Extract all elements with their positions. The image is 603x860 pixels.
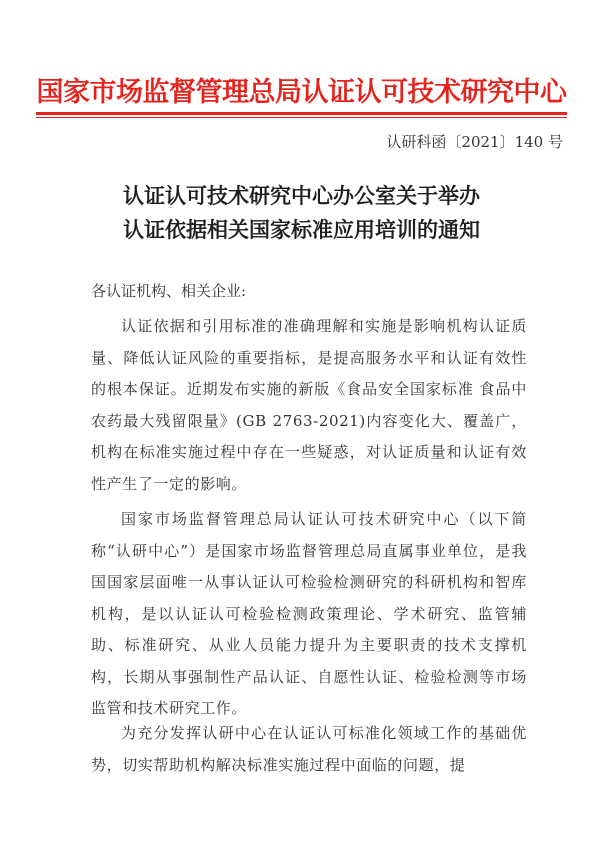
organization-header-title: 国家市场监督管理总局认证认可技术研究中心 <box>36 77 567 108</box>
document-title-line-1: 认证认可技术研究中心办公室关于举办 <box>123 183 480 208</box>
body-paragraph-3: 为充分发挥认研中心在认证认可标准化领域工作的基础优势，切实帮助机构解决标准实施过程中面临的问题，提 <box>91 724 527 774</box>
salutation: 各认证机构、相关企业: <box>91 282 247 300</box>
document-title-line-2: 认证依据相关国家标准应用培训的通知 <box>123 217 480 242</box>
header-red-rule-thick <box>36 112 567 115</box>
body-paragraph-1: 认证依据和引用标准的准确理解和实施是影响机构认证质量、降低认证风险的重要指标，是提高服务水平和认证有效性的根本保证。近期发布实施的新版《食品安全国家标准 食品中农药最大残留限量》(GB 2763-2021)内容变化大、覆盖广，机构在标准实施过程中存在一些疑惑，对认证质量和认证有效性产生了一定的影响。 <box>91 317 527 493</box>
header-red-rule-thin <box>36 117 567 118</box>
body-paragraph-2: 国家市场监督管理总局认证认可技术研究中心（以下简称“认研中心”）是国家市场监督管理总局直属事业单位，是我国国家层面唯一从事认证认可检验检测研究的科研机构和智库机构，是以认证认可检验检测政策理论、学术研究、监管辅助、标准研究、从业人员能力提升为主要职责的技术支撑机构，长期从事强制性产品认证、自愿性认证、检验检测等市场监管和技术研究工作。 <box>91 510 527 717</box>
document-number: 认研科函〔2021〕140 号 <box>386 133 563 151</box>
